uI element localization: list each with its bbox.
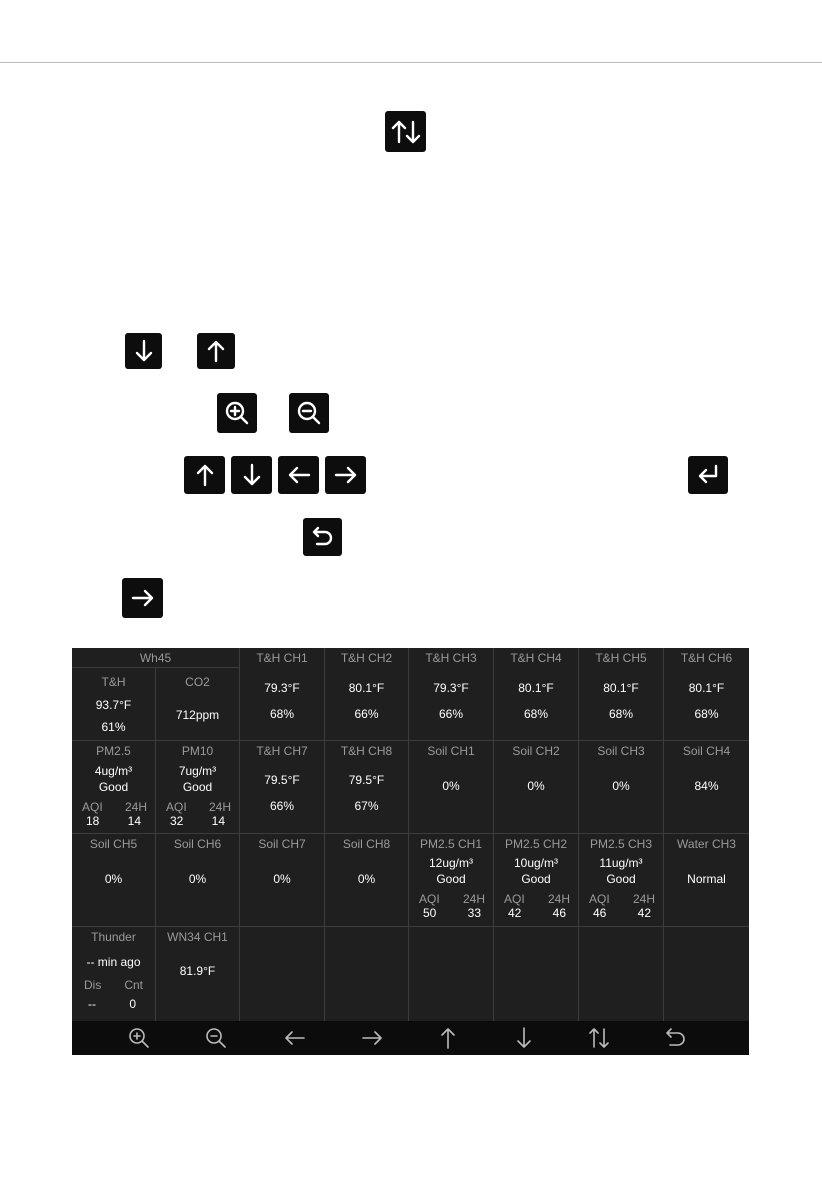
empty-cell <box>240 927 325 1021</box>
zoom-in-button[interactable] <box>109 1021 169 1055</box>
arrow-left-icon <box>285 461 313 489</box>
pm-ch-status: Good <box>521 872 551 886</box>
th-ch-hum: 68% <box>608 707 634 721</box>
up-button[interactable] <box>418 1021 478 1055</box>
pm-ch-aqi-label: AQI <box>504 892 525 906</box>
device-screen <box>72 648 749 1055</box>
soil-ch-value: 84% <box>694 779 719 793</box>
th-ch-label: T&H CH8 <box>340 744 393 758</box>
soil-ch4-cell[interactable] <box>664 741 749 834</box>
swap-updown-icon <box>389 115 423 149</box>
th-ch4-cell[interactable] <box>494 648 579 741</box>
pm-ch-label: PM2.5 CH2 <box>504 837 568 851</box>
water-ch-value: Normal <box>687 872 726 886</box>
zoom-out-icon <box>204 1026 228 1050</box>
th-ch-hum: 66% <box>269 799 295 813</box>
pm25-ch1-cell[interactable] <box>409 834 494 927</box>
wh45-pm10-aqi-label: AQI <box>166 800 187 814</box>
th-ch-temp: 80.1°F <box>688 681 725 695</box>
soil-ch-label: Soil CH4 <box>682 744 731 758</box>
th-ch-label: T&H CH5 <box>595 651 647 665</box>
pm-ch-value: 12ug/m³ <box>428 856 474 870</box>
th-ch-label: T&H CH7 <box>256 744 308 758</box>
wn34-label: WN34 CH1 <box>167 930 228 944</box>
swap-button[interactable] <box>569 1021 629 1055</box>
wh45-pm10-cell[interactable] <box>156 741 240 834</box>
arrow-up-icon <box>436 1026 460 1050</box>
arrow-right-icon <box>129 584 157 612</box>
pm-ch-status: Good <box>606 872 636 886</box>
soil-ch-value: 0% <box>273 872 291 886</box>
wh45-header <box>72 648 240 668</box>
wn34-ch1-cell[interactable] <box>156 927 240 1021</box>
wh45-pm25-label: PM2.5 <box>96 744 131 758</box>
wh45-title: Wh45 <box>139 651 172 665</box>
back-key <box>303 518 342 556</box>
wh45-pm25-24h-label: 24H <box>124 800 147 814</box>
empty-cell <box>579 927 664 1021</box>
wn34-value: 81.9°F <box>179 964 216 978</box>
swap-updown-icon <box>587 1026 611 1050</box>
th-ch-temp: 80.1°F <box>518 681 554 695</box>
back-icon <box>664 1026 688 1050</box>
water-ch3-cell[interactable] <box>664 834 749 927</box>
wh45-th-hum: 61% <box>101 720 126 734</box>
arrow-right-key-2 <box>122 578 163 618</box>
pm-ch-aqi-label: AQI <box>419 892 440 906</box>
th-ch-hum: 66% <box>354 707 379 721</box>
wh45-th-temp: 93.7°F <box>95 698 132 712</box>
arrow-left-icon <box>283 1026 307 1050</box>
th-ch6-cell[interactable] <box>664 648 749 741</box>
arrow-left-key <box>278 456 319 494</box>
wh45-pm25-aqi: 18 <box>86 814 100 828</box>
arrow-up-icon <box>191 461 219 489</box>
th-ch-temp: 79.3°F <box>264 681 300 695</box>
pm-ch-24h: 33 <box>467 906 481 920</box>
thunder-label: Thunder <box>91 930 136 944</box>
thunder-cnt: 0 <box>129 997 136 1011</box>
th-ch3-cell[interactable] <box>409 648 494 741</box>
soil-ch1-cell[interactable] <box>409 741 494 834</box>
empty-cell <box>409 927 494 1021</box>
soil-ch-label: Soil CH6 <box>173 837 222 851</box>
wh45-th-cell[interactable] <box>72 668 156 741</box>
pm-ch-value: 11ug/m³ <box>599 856 643 870</box>
pm-ch-24h: 42 <box>637 906 651 920</box>
arrow-down-icon <box>238 461 266 489</box>
wh45-pm10-24h-label: 24H <box>208 800 231 814</box>
soil-ch-value: 0% <box>188 872 207 886</box>
soil-ch6-cell[interactable] <box>156 834 240 927</box>
zoom-out-icon <box>294 398 324 428</box>
page-top-rule <box>0 62 822 63</box>
th-ch-label: T&H CH6 <box>680 651 733 665</box>
soil-ch-label: Soil CH2 <box>512 744 560 758</box>
right-button[interactable] <box>342 1021 402 1055</box>
sensor-grid <box>72 648 749 1021</box>
thunder-value: -- min ago <box>86 955 141 969</box>
arrow-down-key <box>125 333 162 369</box>
th-ch-label: T&H CH4 <box>510 651 562 665</box>
soil-ch-label: Soil CH7 <box>258 837 306 851</box>
th-ch-temp: 80.1°F <box>348 681 385 695</box>
wh45-co2-cell[interactable] <box>156 668 240 741</box>
pm-ch-aqi-label: AQI <box>589 892 610 906</box>
pm25-ch3-cell[interactable] <box>579 834 664 927</box>
soil-ch-label: Soil CH5 <box>89 837 138 851</box>
pm-ch-label: PM2.5 CH1 <box>419 837 483 851</box>
th-ch8-cell[interactable] <box>325 741 409 834</box>
zoom-out-key <box>289 393 329 433</box>
th-ch-hum: 66% <box>438 707 464 721</box>
wh45-co2-label: CO2 <box>185 675 210 689</box>
wh45-pm10-aqi: 32 <box>170 814 184 828</box>
arrow-up-icon <box>202 337 230 365</box>
soil-ch5-cell[interactable] <box>72 834 156 927</box>
empty-cell <box>325 927 409 1021</box>
soil-ch7-cell[interactable] <box>240 834 325 927</box>
soil-ch-value: 0% <box>104 872 123 886</box>
th-ch-label: T&H CH2 <box>340 651 393 665</box>
arrow-up-key <box>197 333 235 369</box>
arrow-down-key-2 <box>231 456 272 494</box>
wh45-pm25-status: Good <box>98 780 129 794</box>
pm-ch-24h: 46 <box>552 906 566 920</box>
left-button[interactable] <box>265 1021 325 1055</box>
arrow-down-icon <box>512 1026 536 1050</box>
wh45-pm10-status: Good <box>182 780 213 794</box>
thunder-dis-label: Dis <box>84 978 102 992</box>
pm-ch-aqi: 46 <box>593 906 607 920</box>
wh45-pm25-cell[interactable] <box>72 741 156 834</box>
water-ch-label: Water CH3 <box>677 837 736 851</box>
enter-key <box>688 456 728 494</box>
arrow-right-icon <box>332 461 360 489</box>
pm-ch-24h-label: 24H <box>462 892 485 906</box>
zoom-in-key <box>217 393 257 433</box>
arrow-right-icon <box>360 1026 384 1050</box>
pm-ch-aqi: 50 <box>423 906 437 920</box>
empty-cell <box>664 927 749 1021</box>
wh45-pm10-24h: 14 <box>211 814 225 828</box>
th-ch-label: T&H CH1 <box>256 651 308 665</box>
back-button[interactable] <box>646 1021 706 1055</box>
th-ch-hum: 68% <box>694 707 719 721</box>
soil-ch-value: 0% <box>357 872 376 886</box>
th-ch-hum: 68% <box>523 707 549 721</box>
th-ch-temp: 79.5°F <box>348 773 385 787</box>
pm-ch-value: 10ug/m³ <box>513 856 559 870</box>
th-ch5-cell[interactable] <box>579 648 664 741</box>
soil-ch-label: Soil CH8 <box>342 837 391 851</box>
zoom-out-button[interactable] <box>186 1021 246 1055</box>
enter-icon <box>694 461 722 489</box>
pm-ch-status: Good <box>436 872 466 886</box>
pm25-ch2-cell[interactable] <box>494 834 579 927</box>
th-ch-hum: 68% <box>269 707 295 721</box>
th-ch1-cell[interactable] <box>240 648 325 741</box>
pm-ch-aqi: 42 <box>508 906 522 920</box>
thunder-dis: -- <box>88 997 96 1011</box>
soil-ch-label: Soil CH3 <box>597 744 645 758</box>
pm-ch-24h-label: 24H <box>632 892 655 906</box>
soil-ch2-cell[interactable] <box>494 741 579 834</box>
pm-ch-24h-label: 24H <box>547 892 570 906</box>
soil-ch8-cell[interactable] <box>325 834 409 927</box>
th-ch-temp: 79.3°F <box>433 681 469 695</box>
arrow-right-key <box>325 456 366 494</box>
soil-ch-value: 0% <box>612 779 630 793</box>
swap-updown-key <box>385 111 426 152</box>
back-icon <box>309 523 337 551</box>
empty-cell <box>494 927 579 1021</box>
wh45-pm25-24h: 14 <box>127 814 141 828</box>
th-ch-temp: 80.1°F <box>603 681 639 695</box>
thunder-cell[interactable] <box>72 927 156 1021</box>
th-ch-label: T&H CH3 <box>425 651 477 665</box>
th-ch2-cell[interactable] <box>325 648 409 741</box>
wh45-pm10-value: 7ug/m³ <box>178 764 217 778</box>
soil-ch-value: 0% <box>527 779 545 793</box>
down-button[interactable] <box>494 1021 554 1055</box>
wh45-pm25-value: 4ug/m³ <box>94 764 133 778</box>
soil-ch3-cell[interactable] <box>579 741 664 834</box>
th-ch7-cell[interactable] <box>240 741 325 834</box>
zoom-in-icon <box>127 1026 151 1050</box>
arrow-up-key-2 <box>184 456 225 494</box>
wh45-pm25-aqi-label: AQI <box>82 800 103 814</box>
th-ch-temp: 79.5°F <box>264 773 300 787</box>
th-ch-hum: 67% <box>354 799 379 813</box>
wh45-co2-value: 712ppm <box>175 708 220 722</box>
soil-ch-label: Soil CH1 <box>427 744 475 758</box>
arrow-down-icon <box>130 337 158 365</box>
soil-ch-value: 0% <box>442 779 460 793</box>
pm-ch-label: PM2.5 CH3 <box>589 837 653 851</box>
bottom-toolbar <box>72 1021 749 1055</box>
zoom-in-icon <box>222 398 252 428</box>
wh45-th-label: T&H <box>101 675 126 689</box>
thunder-cnt-label: Cnt <box>124 978 143 992</box>
wh45-pm10-label: PM10 <box>181 744 214 758</box>
